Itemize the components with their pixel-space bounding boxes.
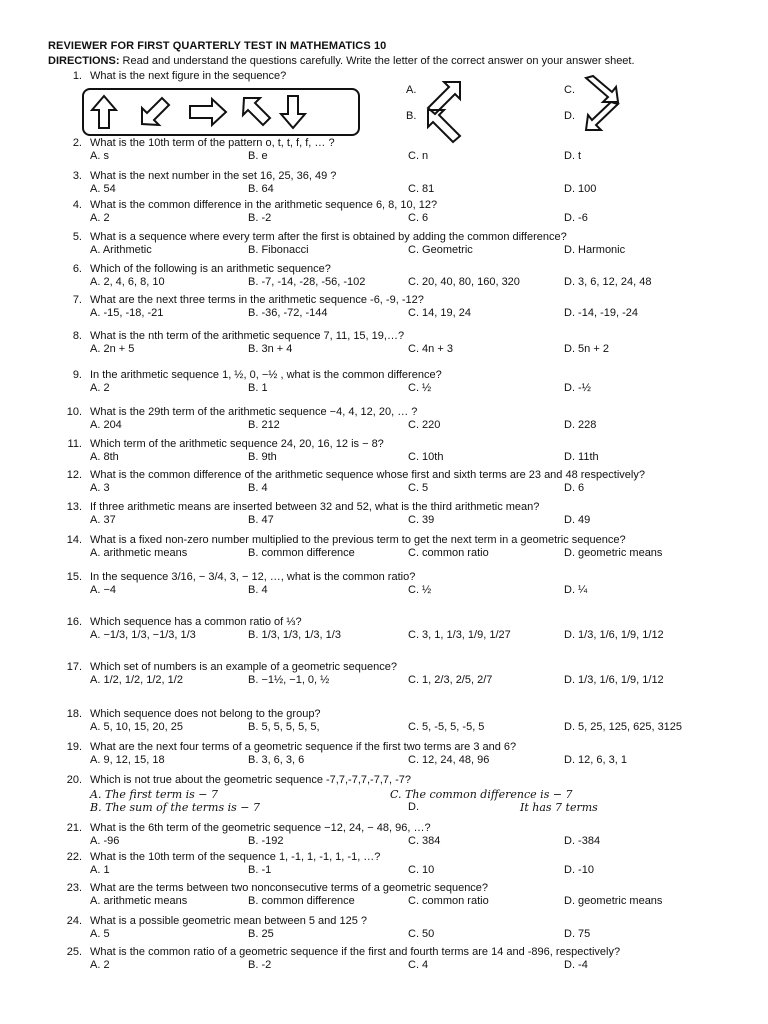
question-stem: Which set of numbers is an example of a geometric sequence?	[90, 661, 397, 673]
arrow-up-icon	[92, 96, 116, 128]
question-stem: Which is not true about the geometric sequence -7,7,-7,7,-7,7, -7?	[90, 774, 412, 786]
choice-b: B. 212	[248, 419, 280, 431]
choice-d: D. ¼	[564, 584, 588, 596]
choice-d: D. -6	[564, 212, 588, 224]
choice-d: D. t	[564, 150, 582, 162]
choice-b: B. 1/3, 1/3, 1/3, 1/3	[248, 629, 341, 641]
choice-c: C. common ratio	[408, 895, 489, 907]
choice-d: D. -384	[564, 835, 601, 847]
choice-c: C. Geometric	[408, 244, 473, 256]
choice-d-text: It has 7 terms	[520, 801, 598, 814]
choice-a: A. 2	[90, 382, 110, 394]
choice-b: B. common difference	[248, 547, 355, 559]
question-stem: Which of the following is an arithmetic sequence?	[90, 263, 331, 275]
choice-d: D. 1/3, 1/6, 1/9, 1/12	[564, 674, 664, 686]
question-number: 4.	[72, 199, 82, 211]
choice-a: A. arithmetic means	[90, 547, 188, 559]
choice-b: B. -36, -72, -144	[248, 307, 328, 319]
choice-a: A. 37	[90, 514, 116, 526]
question-stem: What is a fixed non-zero number multiplied to the previous term to get the next term in a geometric sequence?	[90, 534, 626, 546]
question-number: 9.	[72, 369, 82, 381]
question-stem: What are the next four terms of a geometric sequence if the first two terms are 3 and 6?	[90, 741, 517, 753]
choice-a: A. 204	[90, 419, 122, 431]
choice-d: D. 5n + 2	[564, 343, 609, 355]
choice-b: B. 64	[248, 183, 274, 195]
choice-c: C. ½	[408, 382, 432, 394]
choice-d: D. 12, 6, 3, 1	[564, 754, 627, 766]
choice-b: B. 4	[248, 482, 268, 494]
choice-a: A. -15, -18, -21	[90, 307, 164, 319]
choice-b: B. 3n + 4	[248, 343, 293, 355]
choice-a: A. 2, 4, 6, 8, 10	[90, 276, 165, 288]
choice-b: B. 9th	[248, 451, 277, 463]
question-number: 11.	[67, 438, 82, 450]
question-number: 2.	[72, 137, 82, 149]
choice-a: A. arithmetic means	[90, 895, 188, 907]
choice-a: A. −1/3, 1/3, −1/3, 1/3	[90, 629, 196, 641]
question-stem: In the arithmetic sequence 1, ½, 0, −½ , what is the common difference?	[90, 369, 442, 381]
question-stem: Which sequence has a common ratio of ⅓?	[90, 616, 302, 628]
choice-c: C. 5, -5, 5, -5, 5	[408, 721, 485, 733]
choice-b: B. 25	[248, 928, 274, 940]
question-stem: What are the terms between two nonconsecutive terms of a geometric sequence?	[90, 882, 489, 894]
question-stem: If three arithmetic means are inserted between 32 and 52, what is the third arithmetic mean?	[90, 501, 540, 513]
arrow-down-icon	[281, 96, 305, 128]
choice-a: A. 5	[90, 928, 110, 940]
choice-c: C. 6	[408, 212, 429, 224]
choice-d: D. Harmonic	[564, 244, 626, 256]
question-stem: Which sequence does not belong to the group?	[90, 708, 321, 720]
choice-b: B. 1	[248, 382, 268, 394]
choice-a: A. 54	[90, 183, 116, 195]
choice-d: D. 11th	[564, 451, 599, 463]
question-number: 5.	[72, 231, 82, 243]
choice-b: B. -2	[248, 959, 272, 971]
question-number: 21.	[66, 822, 82, 834]
choice-a: A. 2	[90, 959, 110, 971]
choice-b: B. 5, 5, 5, 5, 5,	[248, 721, 320, 733]
question-number: 6.	[72, 263, 82, 275]
choice-c: C. 81	[408, 183, 435, 195]
choice-b: B. −1½, −1, 0, ½	[248, 674, 330, 686]
choice-b: B. Fibonacci	[248, 244, 309, 256]
choice-c: C. 3, 1, 1/3, 1/9, 1/27	[408, 629, 511, 641]
arrow-up-left-icon	[424, 108, 464, 144]
question-stem: What is the next figure in the sequence?	[90, 70, 287, 82]
choice-c: C. 20, 40, 80, 160, 320	[408, 276, 520, 288]
choice-d: D. 75	[564, 928, 591, 940]
question-number: 20.	[66, 774, 82, 786]
question-number: 22.	[66, 851, 82, 863]
choice-d: D. -½	[564, 382, 591, 394]
question-stem: What is a possible geometric mean between 5 and 125 ?	[90, 915, 367, 927]
choice-b: B. -192	[248, 835, 284, 847]
choice-c: C. 4n + 3	[408, 343, 453, 355]
choice-c: C. 14, 19, 24	[408, 307, 471, 319]
figure-sequence-box	[82, 88, 360, 136]
question-number: 16.	[66, 616, 82, 628]
choice-a: A. 2	[90, 212, 110, 224]
choice-c: C. 5	[408, 482, 429, 494]
choice-c: C. 10th	[408, 451, 444, 463]
choice-a: A. 3	[90, 482, 110, 494]
question-number: 3.	[72, 170, 82, 182]
choice-d: D. 5, 25, 125, 625, 3125	[564, 721, 683, 733]
question-stem: What is the common ratio of a geometric sequence if the first and fourth terms are 14 and -896, respectively?	[90, 946, 621, 958]
option-d-label: D.	[564, 110, 575, 122]
option-a-label: A.	[406, 84, 417, 96]
question-number: 12.	[66, 469, 82, 481]
question-stem: What is the next number in the set 16, 25, 36, 49 ?	[90, 170, 337, 182]
choice-b: B. e	[248, 150, 268, 162]
choice-b: B. 47	[248, 514, 274, 526]
choice-a: A. -96	[90, 835, 120, 847]
choice-c: C. 220	[408, 419, 441, 431]
choice-d: D. 228	[564, 419, 597, 431]
page-title: REVIEWER FOR FIRST QUARTERLY TEST IN MATHEMATICS 10	[48, 40, 387, 52]
choice-d: D. -14, -19, -24	[564, 307, 638, 319]
choice-d: D. -4	[564, 959, 588, 971]
choice-c: C. 384	[408, 835, 441, 847]
choice-d: D. 49	[564, 514, 591, 526]
choice-a: A. 8th	[90, 451, 119, 463]
choice-d: D. 6	[564, 482, 585, 494]
arrow-down-left-icon	[142, 98, 169, 125]
question-stem: What is the nth term of the arithmetic sequence 7, 11, 15, 19,…?	[90, 330, 405, 342]
choice-c: C. 39	[408, 514, 435, 526]
choice-a: A. 5, 10, 15, 20, 25	[90, 721, 183, 733]
directions-label: DIRECTIONS:	[48, 55, 120, 67]
question-number: 10.	[66, 406, 82, 418]
question-number: 7.	[72, 294, 82, 306]
question-stem: What is the common difference in the arithmetic sequence 6, 8, 10, 12?	[90, 199, 438, 211]
choice-a: A. −4	[90, 584, 116, 596]
choice-c: C. common ratio	[408, 547, 489, 559]
question-number: 18.	[66, 708, 82, 720]
choice-c: C. 4	[408, 959, 429, 971]
choice-b: B. -1	[248, 864, 272, 876]
question-number: 14.	[66, 534, 82, 546]
choice-c: C. 10	[408, 864, 435, 876]
choice-d: D. geometric means	[564, 547, 663, 559]
arrow-up-left-icon	[243, 98, 270, 125]
question-number: 15.	[66, 571, 82, 583]
choice-b: B. -2	[248, 212, 272, 224]
question-stem: What are the next three terms in the arithmetic sequence -6, -9, -12?	[90, 294, 424, 306]
question-number: 17.	[66, 661, 82, 673]
arrow-down-left-icon	[582, 100, 622, 134]
arrow-sequence-figure	[84, 90, 358, 134]
directions-text: Read and understand the questions carefully. Write the letter of the correct answer on your answer sheet.	[119, 55, 635, 67]
choice-c: C. 12, 24, 48, 96	[408, 754, 490, 766]
choice-c: C. n	[408, 150, 429, 162]
option-b-label: B.	[406, 110, 417, 122]
question-number: 19.	[66, 741, 82, 753]
option-c-label: C.	[564, 84, 575, 96]
question-number: 1.	[72, 70, 82, 82]
choice-d: D. geometric means	[564, 895, 663, 907]
question-stem: What is the 6th term of the geometric sequence −12, 24, − 48, 96, …?	[90, 822, 431, 834]
choice-d: D. 3, 6, 12, 24, 48	[564, 276, 652, 288]
choice-b: B. -7, -14, -28, -56, -102	[248, 276, 366, 288]
question-stem: What is a sequence where every term after the first is obtained by adding the common difference?	[90, 231, 567, 243]
choice-b: B. 4	[248, 584, 268, 596]
question-number: 13.	[66, 501, 82, 513]
choice-d: D.	[408, 801, 419, 813]
choice-a: A. The first term is − 7	[90, 788, 219, 801]
question-stem: What is the 10th term of the pattern o, t, t, f, f, … ?	[90, 137, 335, 149]
choice-d: D. 100	[564, 183, 597, 195]
choice-c: C. The common difference is − 7	[390, 788, 573, 801]
question-number: 25.	[66, 946, 82, 958]
choice-b: B. common difference	[248, 895, 355, 907]
choice-a: A. 1	[90, 864, 110, 876]
choice-a: A. 9, 12, 15, 18	[90, 754, 165, 766]
directions	[48, 55, 635, 67]
choice-c: C. 50	[408, 928, 435, 940]
question-number: 8.	[72, 330, 82, 342]
choice-a: A. s	[90, 150, 109, 162]
arrow-right-icon	[190, 99, 226, 125]
question-number: 24.	[66, 915, 82, 927]
question-stem: What is the 10th term of the sequence 1, -1, 1, -1, 1, -1, …?	[90, 851, 381, 863]
question-stem: Which term of the arithmetic sequence 24, 20, 16, 12 is − 8?	[90, 438, 384, 450]
choice-a: A. 1/2, 1/2, 1/2, 1/2	[90, 674, 183, 686]
choice-d: D. -10	[564, 864, 594, 876]
question-stem: In the sequence 3/16, − 3/4, 3, − 12, …, what is the common ratio?	[90, 571, 416, 583]
choice-b: B. 3, 6, 3, 6	[248, 754, 305, 766]
question-stem: What is the 29th term of the arithmetic sequence −4, 4, 12, 20, … ?	[90, 406, 418, 418]
choice-d: D. 1/3, 1/6, 1/9, 1/12	[564, 629, 664, 641]
choice-c: C. ½	[408, 584, 432, 596]
choice-c: C. 1, 2/3, 2/5, 2/7	[408, 674, 493, 686]
choice-a: A. Arithmetic	[90, 244, 152, 256]
question-number: 23.	[66, 882, 82, 894]
choice-b: B. The sum of the terms is − 7	[90, 801, 260, 814]
question-stem: What is the common difference of the arithmetic sequence whose first and sixth terms are 23 and 48 respectively?	[90, 469, 645, 481]
choice-a: A. 2n + 5	[90, 343, 135, 355]
